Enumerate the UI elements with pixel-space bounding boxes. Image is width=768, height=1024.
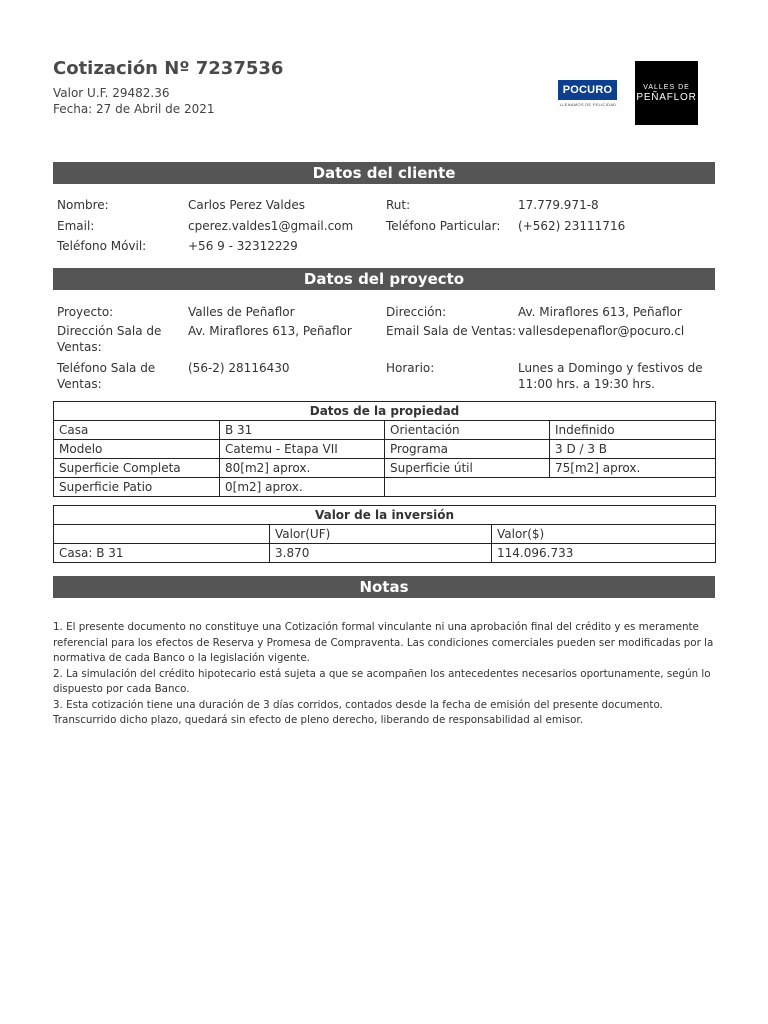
- table-row: [54, 544, 716, 563]
- value-horario: Lunes a Domingo y festivos de 11:00 hrs. a 19:30 hrs.: [518, 361, 703, 391]
- table-cell-empty: [54, 525, 270, 544]
- section-header-cliente: Datos del cliente: [53, 162, 715, 184]
- property-table: [53, 401, 716, 497]
- table-cell: 0[m2] aprox.: [220, 478, 385, 497]
- table-row: [54, 440, 716, 459]
- quote-date: Fecha: 27 de Abril de 2021: [53, 102, 215, 116]
- note-item: 1. El presente documento no constituye una Cotización formal vinculante ni una aprobación final del crédito y es meramente referencial para los efectos de Reserva y Promesa de Compraventa. Las condiciones comerciales pueden ser modificadas por la normativa de cada Banco o la legislación vigente.: [53, 621, 714, 664]
- label-telefono-movil: Teléfono Móvil:: [57, 239, 147, 253]
- label-horario: Horario:: [386, 361, 435, 375]
- value-proyecto: Valles de Peñaflor: [188, 305, 295, 319]
- table-cell: 75[m2] aprox.: [550, 459, 716, 478]
- pocuro-logo-tagline: LLENAMOS DE FELICIDAD: [559, 102, 617, 107]
- value-telefono-sala: (56-2) 28116430: [188, 361, 290, 375]
- notes-list: [53, 620, 715, 729]
- table-cell: Catemu - Etapa VII: [220, 440, 385, 459]
- investment-table-caption: Valor de la inversión: [54, 506, 716, 525]
- note-item: 2. La simulación del crédito hipotecario está sujeta a que se acompañen los antecedentes necesarios oportunamente, según lo dispuesto por cada Banco.: [53, 667, 711, 695]
- column-header-uf: Valor(UF): [270, 525, 492, 544]
- property-table-caption: Datos de la propiedad: [54, 402, 716, 421]
- valles-logo-line2: PEÑAFLOR: [636, 92, 697, 103]
- value-direccion: Av. Miraflores 613, Peñaflor: [518, 305, 682, 319]
- investment-table: [53, 505, 716, 563]
- section-header-proyecto: Datos del proyecto: [53, 268, 715, 290]
- table-cell: Indefinido: [550, 421, 716, 440]
- value-telefono-particular: (+562) 23111716: [518, 219, 626, 233]
- value-clp: 114.096.733: [492, 544, 716, 563]
- valles-logo-line1: VALLES DE: [643, 84, 690, 91]
- table-cell: Casa: [54, 421, 220, 440]
- value-nombre: Carlos Perez Valdes: [188, 198, 305, 212]
- section-header-notas: Notas: [53, 576, 715, 598]
- uf-value: Valor U.F. 29482.36: [53, 86, 170, 100]
- label-proyecto: Proyecto:: [57, 305, 114, 319]
- table-cell: Modelo: [54, 440, 220, 459]
- label-telefono-particular: Teléfono Particular:: [386, 219, 501, 233]
- value-telefono-movil: +56 9 - 32312229: [188, 239, 298, 253]
- label-email: Email:: [57, 219, 95, 233]
- label-nombre: Nombre:: [57, 198, 109, 212]
- valles-de-penaflor-logo: [635, 61, 698, 125]
- label-direccion-sala: Dirección Sala de Ventas:: [57, 324, 162, 354]
- table-cell: B 31: [220, 421, 385, 440]
- label-email-sala: Email Sala de Ventas:: [386, 324, 517, 338]
- pocuro-logo-name: POCURO: [558, 80, 617, 100]
- value-uf: 3.870: [270, 544, 492, 563]
- label-rut: Rut:: [386, 198, 411, 212]
- label-telefono-sala: Teléfono Sala de Ventas:: [57, 361, 156, 391]
- table-cell-empty: [385, 478, 716, 497]
- table-cell: Programa: [385, 440, 550, 459]
- pocuro-logo: [558, 80, 618, 108]
- document-header: [53, 58, 283, 117]
- table-cell: Orientación: [385, 421, 550, 440]
- table-row: [54, 459, 716, 478]
- row-label: Casa: B 31: [54, 544, 270, 563]
- table-cell: Superficie útil: [385, 459, 550, 478]
- note-item: 3. Esta cotización tiene una duración de 3 días corridos, contados desde la fecha de emisión del presente documento. Transcurrido dicho plazo, quedará sin efecto de pleno derecho, liberando de responsabilidad al emisor.: [53, 698, 663, 726]
- table-header-row: [54, 525, 716, 544]
- page-title: Cotización Nº 7237536: [53, 58, 284, 79]
- table-cell: Superficie Patio: [54, 478, 220, 497]
- value-rut: 17.779.971-8: [518, 198, 599, 212]
- value-email: cperez.valdes1@gmail.com: [188, 219, 354, 233]
- table-cell: 3 D / 3 B: [550, 440, 716, 459]
- column-header-clp: Valor($): [492, 525, 716, 544]
- table-cell: Superficie Completa: [54, 459, 220, 478]
- value-email-sala: vallesdepenaflor@pocuro.cl: [518, 324, 685, 338]
- label-direccion: Dirección:: [386, 305, 447, 319]
- table-row: [54, 478, 716, 497]
- table-cell: 80[m2] aprox.: [220, 459, 385, 478]
- value-direccion-sala: Av. Miraflores 613, Peñaflor: [188, 324, 352, 338]
- table-row: [54, 421, 716, 440]
